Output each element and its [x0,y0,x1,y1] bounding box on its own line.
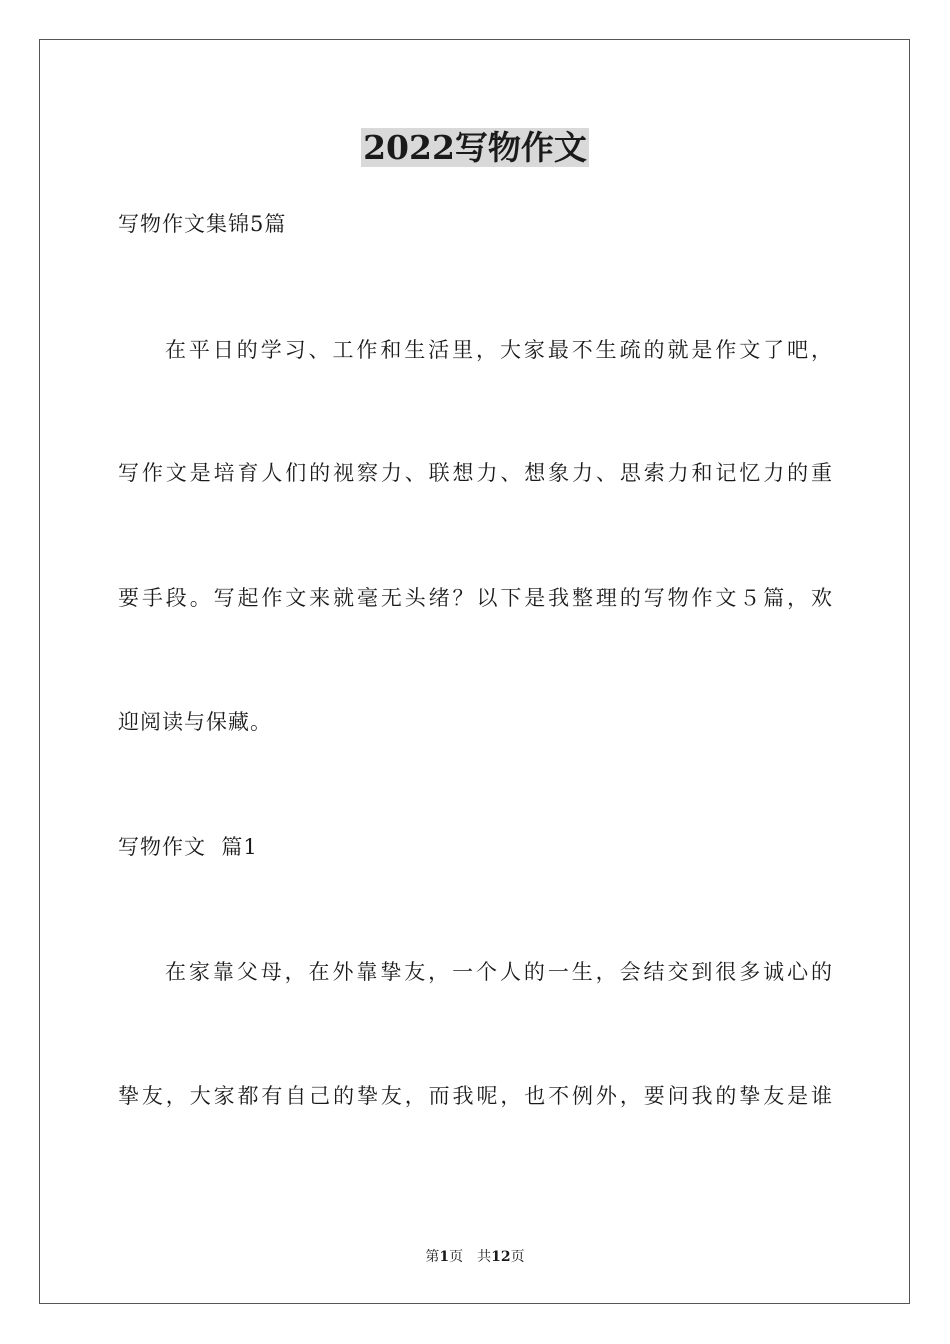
intro-line-3: 要手段。写起作文来就毫无头绪？以下是我整理的写物作文５篇，欢 [118,586,832,610]
intro-line-2: 写作文是培育人们的视察力、联想力、想象力、思索力和记忆力的重 [118,461,832,485]
footer-page-prefix: 第 [425,1249,440,1265]
section-line-1: 在家靠父母，在外靠挚友，一个人的一生，会结交到很多诚心的 [165,960,832,984]
page-footer [0,1248,950,1266]
section-heading: 写物作文 篇1 [118,835,258,859]
intro-line-1: 在平日的学习、工作和生活里，大家最不生疏的就是作文了吧， [165,338,832,362]
footer-total-pages: 12 [491,1249,511,1265]
document-title [0,128,950,168]
footer-total-prefix: 共 [477,1249,492,1265]
intro-line-4: 迎阅读与保藏。 [118,710,272,734]
section-line-2: 挚友，大家都有自己的挚友，而我呢，也不例外，要问我的挚友是谁 [118,1084,832,1108]
document-title-text: 2022写物作文 [363,128,587,167]
footer-page-suffix: 页 [449,1249,464,1265]
document-subtitle: 写物作文集锦5篇 [118,212,287,236]
footer-total-suffix: 页 [510,1249,525,1265]
footer-page-number: 1 [439,1249,450,1265]
